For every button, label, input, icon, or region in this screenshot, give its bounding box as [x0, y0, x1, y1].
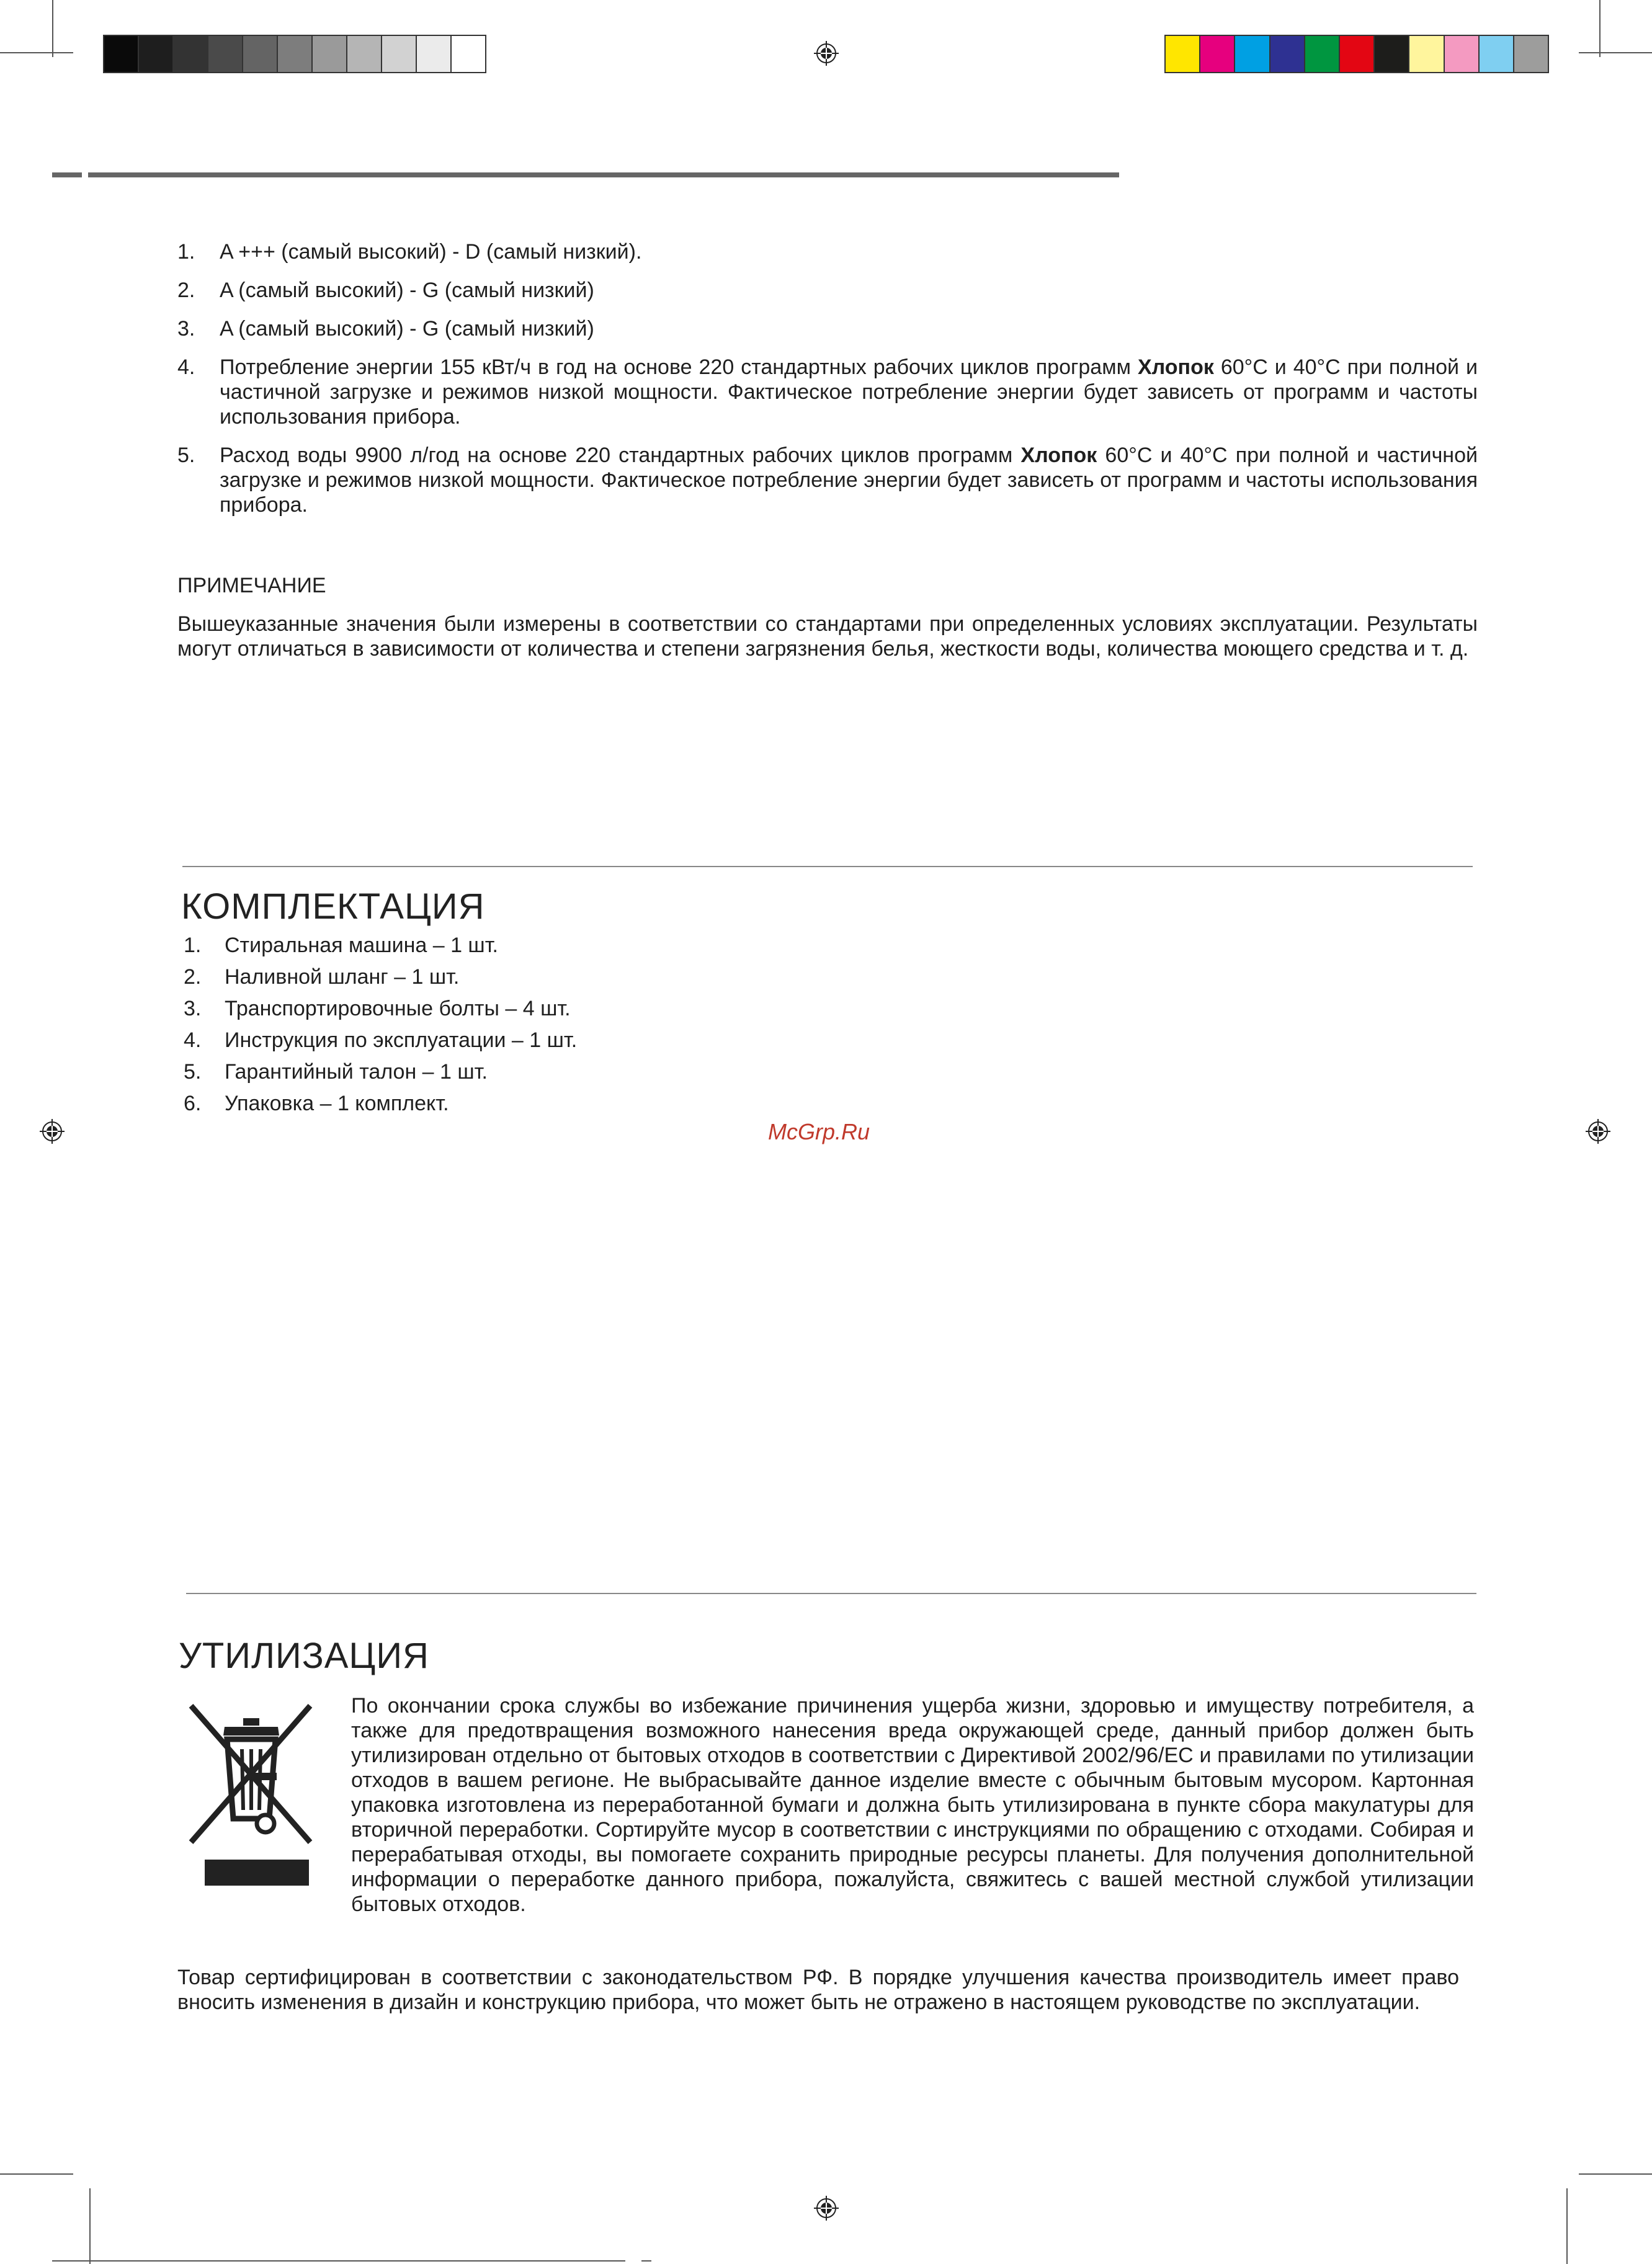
color-bar: [1164, 35, 1549, 73]
gray-swatch: [278, 36, 313, 72]
list-text: Наливной шланг – 1 шт.: [225, 965, 460, 989]
list-text: Транспортировочные болты – 4 шт.: [225, 997, 571, 1020]
gray-swatch: [208, 36, 243, 72]
registration-mark-icon: [1586, 1119, 1610, 1144]
crop-mark: [1579, 2173, 1652, 2175]
color-swatch: [1480, 36, 1514, 72]
section-divider: [186, 1593, 1476, 1594]
list-item: [177, 355, 1478, 429]
color-swatch: [1166, 36, 1200, 72]
list-text: [220, 443, 1478, 517]
registration-mark-icon: [40, 1119, 65, 1144]
note-title: ПРИМЕЧАНИЕ: [177, 574, 326, 597]
list-text: Инструкция по эксплуатации – 1 шт.: [225, 1028, 578, 1052]
list-text-post: 60°C и 40°C при полной и частичной загрузке и режимов низкой мощности. Фактическое потребление энергии будет зависеть от программ и частоты использования прибора.: [220, 443, 1478, 517]
list-item: [177, 278, 1478, 303]
gray-swatch: [452, 36, 485, 72]
crop-mark: [52, 2260, 625, 2262]
list-number: 4.: [177, 355, 195, 379]
gray-swatch: [313, 36, 347, 72]
crop-mark: [641, 2260, 651, 2262]
registration-mark-icon: [814, 2196, 839, 2221]
crop-mark: [1566, 2188, 1568, 2264]
color-swatch: [1305, 36, 1340, 72]
crop-mark: [0, 2173, 73, 2175]
header-rule: [88, 172, 1119, 177]
list-number: 5.: [184, 1060, 202, 1084]
list-text-bold: Хлопок: [1137, 355, 1214, 379]
energy-notes-list: [177, 239, 1478, 531]
list-item: [184, 963, 928, 995]
list-number: 2.: [184, 965, 202, 989]
header-rule: [52, 172, 82, 177]
list-text-pre: A (самый высокий) - G (самый низкий): [220, 317, 594, 341]
crop-mark: [89, 2188, 91, 2264]
certification-text: Товар сертифицирован в соответствии с законодательством РФ. В порядке улучшения качества производитель имеет право вносить изменения в дизайн и конструкцию прибора, что может быть не отражено в настоящем руководстве по эксплуатации.: [177, 1966, 1459, 2014]
gray-swatch: [347, 36, 382, 72]
list-item: [184, 1027, 928, 1058]
note-text: Вышеуказанные значения были измерены в соответствии со стандартами при определенных условиях эксплуатации. Результаты могут отличаться в зависимости от количества и степени загрязнения белья, жесткости воды, количества моющего средства и т. д.: [177, 612, 1478, 661]
list-number: 3.: [184, 997, 202, 1020]
list-number: 2.: [177, 279, 195, 302]
list-text: [220, 239, 1478, 264]
crop-mark: [0, 52, 73, 53]
gray-swatch: [174, 36, 208, 72]
list-number: 3.: [177, 317, 195, 341]
gray-swatch: [139, 36, 174, 72]
list-text-pre: A (самый высокий) - G (самый низкий): [220, 279, 594, 302]
color-swatch: [1409, 36, 1444, 72]
color-swatch: [1514, 36, 1548, 72]
grayscale-bar: [103, 35, 486, 73]
color-swatch: [1200, 36, 1235, 72]
list-item: [184, 1058, 928, 1090]
list-item: [184, 1090, 928, 1121]
gray-swatch: [104, 36, 139, 72]
crop-mark: [52, 0, 53, 57]
color-swatch: [1270, 36, 1305, 72]
crossed-out-wheelie-bin-icon: [186, 1697, 316, 1889]
package-list: [184, 932, 928, 1121]
list-text: Стиральная машина – 1 шт.: [225, 934, 498, 957]
gray-swatch: [417, 36, 452, 72]
package-heading: КОМПЛЕКТАЦИЯ: [181, 886, 485, 927]
list-text-pre: Расход воды 9900 л/год на основе 220 стандартных рабочих циклов программ: [220, 443, 1021, 467]
list-text-pre: Потребление энергии 155 кВт/ч в год на основе 220 стандартных рабочих циклов программ: [220, 355, 1138, 379]
gray-swatch: [382, 36, 417, 72]
list-item: [177, 239, 1478, 264]
list-text-post: 60°C и 40°C при полной и частичной загрузке и режимов низкой мощности. Фактическое потребление энергии будет зависеть от программ и частоты использования прибора.: [220, 355, 1478, 429]
list-number: 5.: [177, 443, 195, 467]
disposal-heading: УТИЛИЗАЦИЯ: [179, 1636, 429, 1676]
list-item: [184, 932, 928, 963]
list-text: Упаковка – 1 комплект.: [225, 1092, 449, 1115]
list-text-bold: Хлопок: [1020, 443, 1097, 467]
list-item: [177, 316, 1478, 341]
list-number: 1.: [184, 934, 202, 957]
list-text: [220, 316, 1478, 341]
color-swatch: [1375, 36, 1409, 72]
color-swatch: [1340, 36, 1375, 72]
crop-mark: [1579, 52, 1652, 53]
disposal-text: По окончании срока службы во избежание причинения ущерба жизни, здоровью и имуществу потребителя, а также для предотвращения возможного нанесения вреда окружающей среде, данный прибор должен быть утилизирован отдельно от бытовых отходов в соответствии с Директивой 2002/96/ЕС и правилами по утилизации отходов в вашем регионе. Не выбрасывайте данное изделие вместе с обычным бытовым мусором. Картонная упаковка изготовлена из переработанной бумаги и должна быть утилизирована в пункте сбора макулатуры для вторичной переработки. Сортируйте мусор в соответствии с инструкциями по обращению с отходами. Собирая и перерабатывая отходы, вы помогаете сохранить природные ресурсы планеты. Для получения дополнительной информации о переработке данного прибора, пожалуйста, свяжитесь с вашей местной службой утилизации бытовых отходов.: [351, 1694, 1474, 1916]
list-number: 1.: [177, 240, 195, 264]
list-number: 6.: [184, 1092, 202, 1115]
list-text: Гарантийный талон – 1 шт.: [225, 1060, 488, 1084]
section-divider: [182, 866, 1473, 867]
watermark: McGrp.Ru: [768, 1119, 870, 1144]
list-item: [184, 995, 928, 1027]
color-swatch: [1445, 36, 1480, 72]
list-number: 4.: [184, 1028, 202, 1052]
list-text: [220, 355, 1478, 429]
list-text: [220, 278, 1478, 303]
list-text-pre: A +++ (самый высокий) - D (самый низкий).: [220, 240, 642, 264]
crop-mark: [1599, 0, 1601, 57]
gray-swatch: [243, 36, 278, 72]
list-item: [177, 443, 1478, 517]
registration-mark-icon: [814, 41, 839, 66]
color-swatch: [1235, 36, 1270, 72]
